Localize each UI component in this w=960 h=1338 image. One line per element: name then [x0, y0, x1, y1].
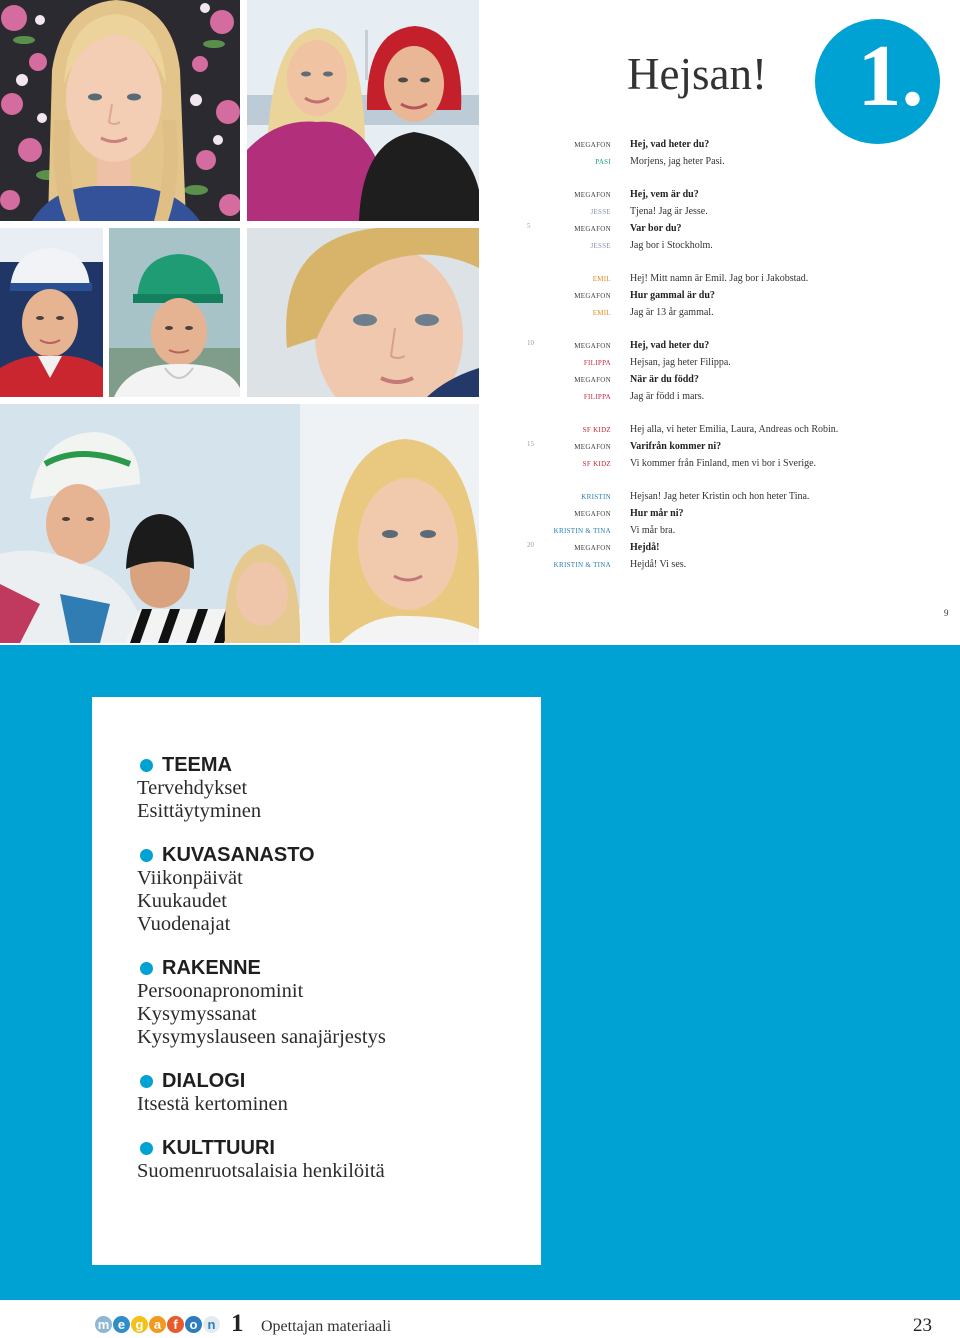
- photo-boy-green-cap: [109, 228, 240, 397]
- photo-blonde-girl: [0, 0, 240, 221]
- logo-letter: m: [95, 1316, 112, 1333]
- student-page-number: 9: [944, 608, 949, 618]
- dialogue-reply: Jag bor i Stockholm.: [630, 240, 713, 251]
- photo-blond-boy-closeup: [247, 228, 479, 397]
- section-heading: RAKENNE: [162, 957, 261, 979]
- overview-section: [137, 754, 541, 823]
- section-heading-row: [137, 1070, 541, 1093]
- speaker-label: MEGAFON: [574, 292, 611, 300]
- megafon-logo: [95, 1316, 221, 1333]
- page-number: 23: [913, 1315, 932, 1336]
- speaker-label: MEGAFON: [574, 544, 611, 552]
- section-heading: KUVASANASTO: [162, 844, 315, 866]
- speaker-label: MEGAFON: [574, 510, 611, 518]
- bullet-dot-icon: [140, 759, 153, 772]
- dialogue-reply: Jag är 13 år gammal.: [630, 307, 714, 318]
- dialogue-reply: Vi kommer från Finland, men vi bor i Sverige.: [630, 458, 817, 469]
- speaker-label: EMIL: [592, 309, 611, 317]
- interviewer-question: Varifrån kommer ni?: [630, 441, 722, 452]
- dialogue-reply: Morjens, jag heter Pasi.: [630, 156, 725, 167]
- speaker-label: MEGAFON: [574, 191, 611, 199]
- dialogue-line: [510, 554, 950, 571]
- speaker-label: JESSE: [590, 242, 611, 250]
- chapter-number-badge: [815, 19, 940, 144]
- dialogue-line: [510, 201, 950, 218]
- bullet-dot-icon: [140, 849, 153, 862]
- logo-letter: f: [167, 1316, 184, 1333]
- interviewer-question: Hej, vad heter du?: [630, 139, 710, 150]
- interviewer-question: Hur gammal är du?: [630, 290, 715, 301]
- dialogue-reply: Tjena! Jag är Jesse.: [630, 206, 708, 217]
- dialogue-reply: Vi mår bra.: [630, 525, 676, 536]
- dialogue-line: [510, 151, 950, 168]
- dialogue-line: [510, 285, 950, 302]
- speaker-label: EMIL: [592, 275, 611, 283]
- overview-section: [137, 957, 541, 1049]
- interviewer-question: Hur mår ni?: [630, 508, 684, 519]
- logo-letter: n: [203, 1316, 220, 1333]
- speaker-label: MEGAFON: [574, 141, 611, 149]
- line-number: 5: [527, 222, 531, 230]
- interviewer-question: Hejdå!: [630, 542, 660, 553]
- section-item: Viikonpäivät: [137, 867, 243, 889]
- section-heading-row: [137, 754, 541, 777]
- dialogue-group: [510, 184, 950, 252]
- dialogue-line: [510, 335, 950, 352]
- speaker-label: KRISTIN & TINA: [553, 527, 611, 535]
- section-heading-row: [137, 844, 541, 867]
- dialogue-line: [510, 386, 950, 403]
- dialogue-reply: Hejdå! Vi ses.: [630, 559, 687, 570]
- section-item: Itsestä kertominen: [137, 1093, 288, 1115]
- photo-two-women: [247, 0, 479, 221]
- interviewer-question: När är du född?: [630, 374, 699, 385]
- footer-label: Opettajan materiaali: [261, 1318, 392, 1335]
- speaker-label: SF KIDZ: [582, 426, 611, 434]
- bullet-dot-icon: [140, 962, 153, 975]
- dialogue-line: [510, 486, 950, 503]
- dialogue-group: [510, 335, 950, 403]
- interviewer-question: Hej, vem är du?: [630, 189, 699, 200]
- dialogue-group: [510, 486, 950, 571]
- speaker-label: FILIPPA: [583, 359, 611, 367]
- interviewer-question: Var bor du?: [630, 223, 682, 234]
- logo-letter: e: [113, 1316, 130, 1333]
- line-number: 15: [527, 440, 534, 448]
- speaker-label: PASI: [595, 158, 611, 166]
- speaker-label: JESSE: [590, 208, 611, 216]
- overview-section: [137, 1137, 541, 1183]
- dialogue-line: [510, 503, 950, 520]
- dialogue-group: [510, 134, 950, 168]
- section-item: Kysymyssanat: [137, 1003, 257, 1025]
- bullet-dot-icon: [140, 1075, 153, 1088]
- logo-letter: a: [149, 1316, 166, 1333]
- line-number: 20: [527, 541, 534, 549]
- dialogue-line: [510, 235, 950, 252]
- section-item: Persoonapronominit: [137, 980, 304, 1002]
- chapter-number: 1.: [857, 27, 924, 125]
- dialogue-group: [510, 268, 950, 319]
- speaker-label: SF KIDZ: [582, 460, 611, 468]
- dialogue-line: [510, 184, 950, 201]
- dialogue-reply: Hejsan! Jag heter Kristin och hon heter Tina.: [630, 491, 810, 502]
- section-item: Esittäytyminen: [137, 800, 262, 822]
- bullet-dot-icon: [140, 1142, 153, 1155]
- photo-boy-hockey-cap: [0, 228, 103, 397]
- speaker-label: MEGAFON: [574, 443, 611, 451]
- speaker-label: MEGAFON: [574, 225, 611, 233]
- dialogue-text: [510, 134, 950, 571]
- speaker-label: MEGAFON: [574, 376, 611, 384]
- dialogue-line: [510, 134, 950, 151]
- dialogue-line: [510, 453, 950, 470]
- dialogue-line: [510, 520, 950, 537]
- section-item: Vuodenajat: [137, 913, 231, 935]
- dialogue-line: [510, 369, 950, 386]
- section-heading: DIALOGI: [162, 1070, 246, 1092]
- speaker-label: MEGAFON: [574, 342, 611, 350]
- section-item: Kysymyslauseen sanajärjestys: [137, 1026, 386, 1048]
- dialogue-line: [510, 352, 950, 369]
- dialogue-group: [510, 419, 950, 470]
- interviewer-question: Hej, vad heter du?: [630, 340, 710, 351]
- dialogue-reply: Jag är född i mars.: [630, 391, 705, 402]
- line-number: 10: [527, 339, 534, 347]
- dialogue-line: [510, 419, 950, 436]
- overview-section: [137, 844, 541, 936]
- section-heading: KULTTUURI: [162, 1137, 275, 1159]
- dialogue-line: [510, 268, 950, 285]
- chapter-overview-box: [92, 697, 541, 1265]
- dialogue-line: [510, 537, 950, 554]
- dialogue-reply: Hej! Mitt namn är Emil. Jag bor i Jakobstad.: [630, 273, 809, 284]
- dialogue-reply: Hej alla, vi heter Emilia, Laura, Andreas och Robin.: [630, 424, 839, 435]
- section-heading-row: [137, 957, 541, 980]
- photo-group-kids: [0, 404, 479, 643]
- dialogue-line: [510, 302, 950, 319]
- speaker-label: FILIPPA: [583, 393, 611, 401]
- dialogue-reply: Hejsan, jag heter Filippa.: [630, 357, 731, 368]
- speaker-label: KRISTIN & TINA: [553, 561, 611, 569]
- section-heading-row: [137, 1137, 541, 1160]
- logo-volume-number: 1: [231, 1310, 244, 1337]
- chapter-title: Hejsan!: [627, 49, 767, 99]
- section-item: Kuukaudet: [137, 890, 227, 912]
- section-item: Suomenruotsalaisia henkilöitä: [137, 1160, 385, 1182]
- dialogue-line: [510, 218, 950, 235]
- speaker-label: KRISTIN: [581, 493, 611, 501]
- logo-letter: g: [131, 1316, 148, 1333]
- overview-section: [137, 1070, 541, 1116]
- logo-letter: o: [185, 1316, 202, 1333]
- section-item: Tervehdykset: [137, 777, 248, 799]
- section-heading: TEEMA: [162, 754, 232, 776]
- dialogue-line: [510, 436, 950, 453]
